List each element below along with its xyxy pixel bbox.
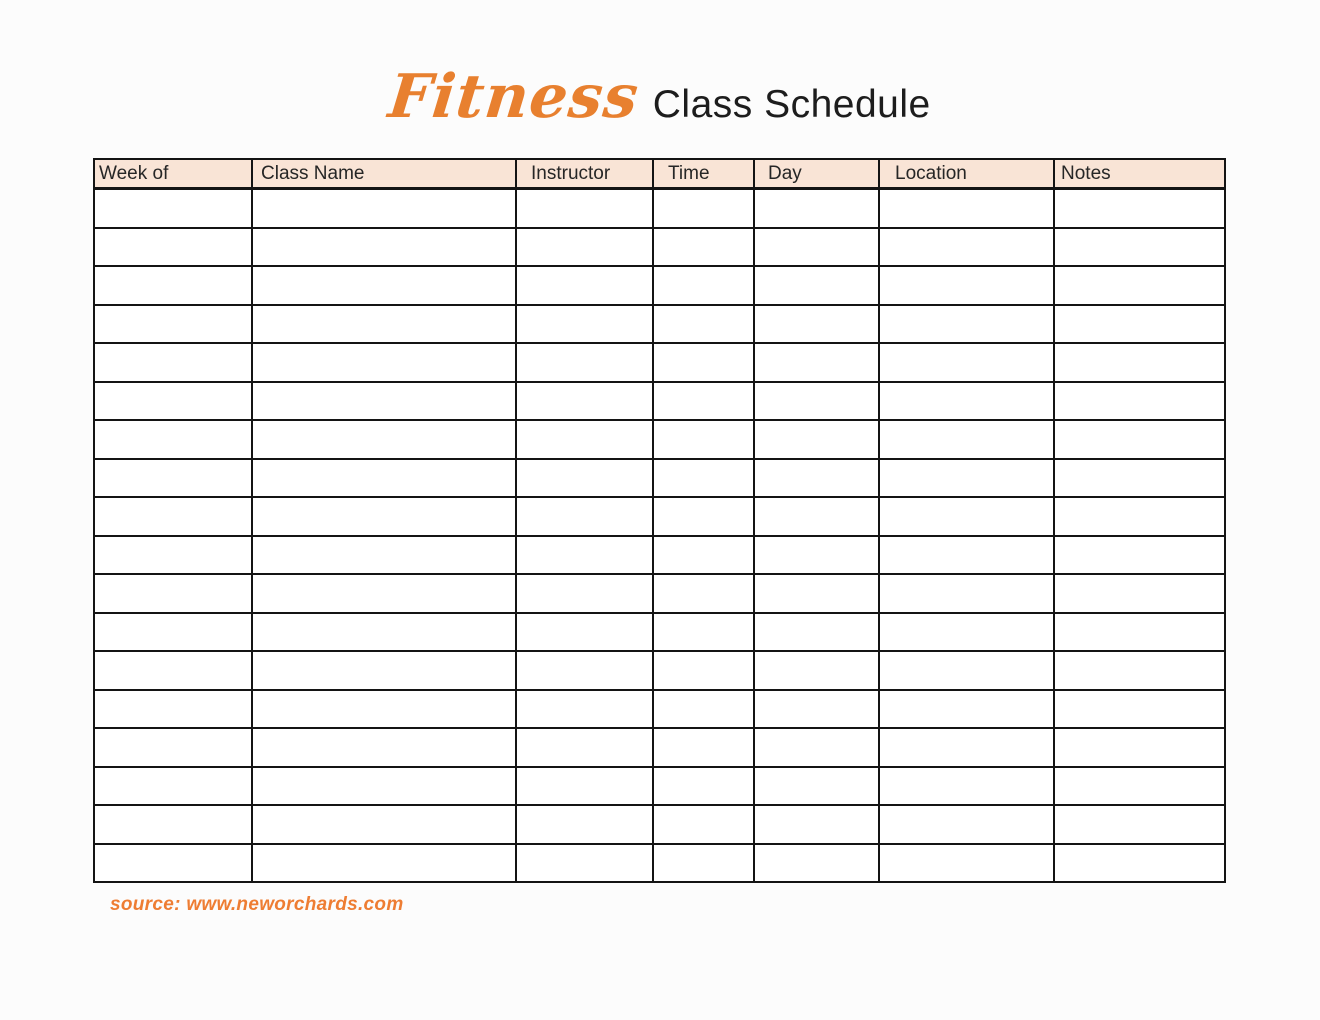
empty-cell-instructor [516,613,653,652]
schedule-row [94,497,1225,536]
empty-cell-location [879,189,1054,228]
empty-cell-week-of [94,228,252,267]
empty-cell-week-of [94,266,252,305]
empty-cell-week-of [94,651,252,690]
empty-cell-location [879,728,1054,767]
empty-cell-notes [1054,536,1225,575]
empty-cell-notes [1054,805,1225,844]
empty-cell-week-of [94,574,252,613]
empty-cell-location [879,767,1054,806]
empty-cell-class-name [252,690,516,729]
schedule-row [94,767,1225,806]
empty-cell-week-of [94,343,252,382]
empty-cell-time [653,305,754,344]
empty-cell-notes [1054,382,1225,421]
empty-cell-notes [1054,767,1225,806]
column-header-instructor: Instructor [516,159,653,189]
empty-cell-location [879,459,1054,498]
empty-cell-instructor [516,844,653,883]
empty-cell-instructor [516,690,653,729]
empty-cell-notes [1054,690,1225,729]
empty-cell-class-name [252,305,516,344]
schedule-row [94,305,1225,344]
empty-cell-notes [1054,728,1225,767]
empty-cell-week-of [94,459,252,498]
empty-cell-time [653,574,754,613]
schedule-row [94,613,1225,652]
empty-cell-location [879,805,1054,844]
empty-cell-class-name [252,651,516,690]
column-header-week-of: Week of [94,159,252,189]
empty-cell-class-name [252,266,516,305]
empty-cell-class-name [252,189,516,228]
empty-cell-week-of [94,305,252,344]
schedule-row [94,459,1225,498]
empty-cell-location [879,382,1054,421]
column-header-class-name: Class Name [252,159,516,189]
empty-cell-location [879,420,1054,459]
empty-cell-class-name [252,459,516,498]
empty-cell-time [653,343,754,382]
schedule-row [94,728,1225,767]
fitness-schedule-table [93,158,1226,883]
empty-cell-week-of [94,189,252,228]
empty-cell-instructor [516,305,653,344]
empty-cell-class-name [252,767,516,806]
empty-cell-day [754,266,879,305]
empty-cell-class-name [252,343,516,382]
empty-cell-class-name [252,536,516,575]
empty-cell-week-of [94,767,252,806]
empty-cell-day [754,189,879,228]
empty-cell-week-of [94,382,252,421]
schedule-row [94,574,1225,613]
schedule-row [94,343,1225,382]
empty-cell-week-of [94,728,252,767]
empty-cell-class-name [252,420,516,459]
empty-cell-week-of [94,690,252,729]
schedule-row [94,805,1225,844]
empty-cell-time [653,844,754,883]
title-plain-text: Class Schedule [652,83,931,126]
empty-cell-notes [1054,651,1225,690]
table-body [94,189,1225,883]
empty-cell-time [653,382,754,421]
empty-cell-instructor [516,728,653,767]
table-header-row [94,159,1225,189]
empty-cell-notes [1054,343,1225,382]
empty-cell-instructor [516,574,653,613]
empty-cell-location [879,497,1054,536]
empty-cell-time [653,536,754,575]
empty-cell-week-of [94,420,252,459]
empty-cell-notes [1054,189,1225,228]
empty-cell-class-name [252,728,516,767]
empty-cell-location [879,266,1054,305]
empty-cell-week-of [94,805,252,844]
empty-cell-instructor [516,266,653,305]
empty-cell-notes [1054,497,1225,536]
empty-cell-time [653,767,754,806]
schedule-row [94,266,1225,305]
column-header-notes: Notes [1054,159,1225,189]
schedule-row [94,651,1225,690]
empty-cell-class-name [252,228,516,267]
empty-cell-notes [1054,420,1225,459]
empty-cell-day [754,536,879,575]
empty-cell-location [879,690,1054,729]
empty-cell-instructor [516,767,653,806]
empty-cell-class-name [252,844,516,883]
empty-cell-day [754,459,879,498]
empty-cell-time [653,189,754,228]
empty-cell-week-of [94,497,252,536]
empty-cell-instructor [516,382,653,421]
empty-cell-day [754,805,879,844]
empty-cell-class-name [252,805,516,844]
empty-cell-instructor [516,228,653,267]
empty-cell-day [754,728,879,767]
empty-cell-location [879,343,1054,382]
empty-cell-day [754,844,879,883]
empty-cell-day [754,228,879,267]
schedule-row [94,228,1225,267]
empty-cell-week-of [94,613,252,652]
empty-cell-day [754,420,879,459]
empty-cell-day [754,497,879,536]
empty-cell-time [653,266,754,305]
empty-cell-notes [1054,305,1225,344]
empty-cell-day [754,767,879,806]
empty-cell-day [754,305,879,344]
empty-cell-day [754,574,879,613]
source-attribution: source: www.neworchards.com [110,894,404,915]
empty-cell-instructor [516,343,653,382]
empty-cell-class-name [252,574,516,613]
empty-cell-day [754,690,879,729]
empty-cell-time [653,497,754,536]
empty-cell-instructor [516,459,653,498]
empty-cell-time [653,690,754,729]
schedule-row [94,382,1225,421]
empty-cell-class-name [252,382,516,421]
schedule-row [94,844,1225,883]
empty-cell-location [879,574,1054,613]
schedule-row [94,690,1225,729]
empty-cell-class-name [252,613,516,652]
empty-cell-notes [1054,266,1225,305]
empty-cell-location [879,228,1054,267]
empty-cell-time [653,613,754,652]
empty-cell-instructor [516,420,653,459]
empty-cell-instructor [516,189,653,228]
column-header-day: Day [754,159,879,189]
empty-cell-notes [1054,613,1225,652]
empty-cell-time [653,228,754,267]
empty-cell-location [879,305,1054,344]
empty-cell-day [754,613,879,652]
empty-cell-location [879,613,1054,652]
empty-cell-location [879,536,1054,575]
empty-cell-notes [1054,228,1225,267]
empty-cell-day [754,651,879,690]
empty-cell-week-of [94,844,252,883]
schedule-row [94,189,1225,228]
title-script-word: Fitness [385,62,643,132]
empty-cell-time [653,420,754,459]
empty-cell-instructor [516,536,653,575]
empty-cell-instructor [516,497,653,536]
empty-cell-week-of [94,536,252,575]
empty-cell-location [879,844,1054,883]
column-header-location: Location [879,159,1054,189]
empty-cell-notes [1054,574,1225,613]
empty-cell-class-name [252,497,516,536]
empty-cell-instructor [516,805,653,844]
empty-cell-time [653,459,754,498]
empty-cell-time [653,805,754,844]
column-header-time: Time [653,159,754,189]
empty-cell-notes [1054,844,1225,883]
page-title [0,58,1320,136]
empty-cell-instructor [516,651,653,690]
schedule-row [94,536,1225,575]
empty-cell-location [879,651,1054,690]
empty-cell-day [754,382,879,421]
empty-cell-time [653,651,754,690]
empty-cell-notes [1054,459,1225,498]
empty-cell-time [653,728,754,767]
empty-cell-day [754,343,879,382]
schedule-row [94,420,1225,459]
